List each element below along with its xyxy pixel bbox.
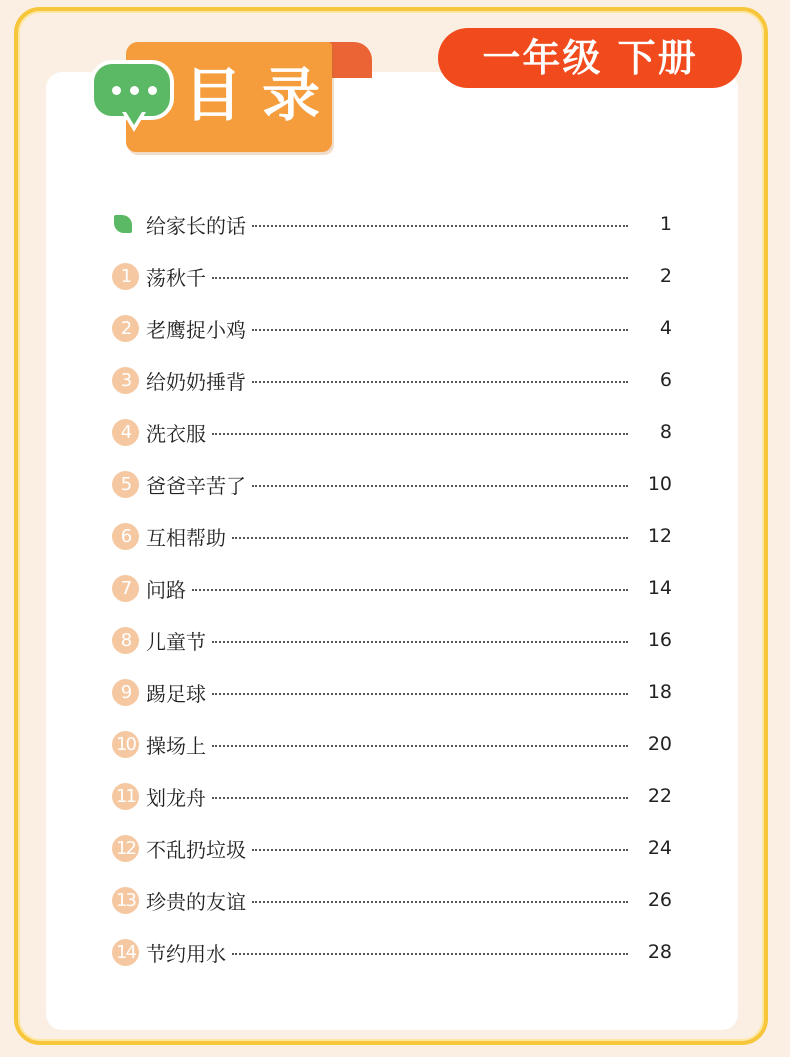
toc-entry[interactable]: [112, 354, 672, 406]
lesson-number: 5: [112, 471, 139, 498]
toc-entry-page: 8: [659, 421, 672, 443]
toc-entry[interactable]: [112, 666, 672, 718]
toc-entry-page: 2: [659, 265, 672, 287]
toc-entry-title: 荡秋千: [146, 265, 206, 290]
toc-entry[interactable]: [112, 614, 672, 666]
toc-entry[interactable]: [112, 926, 672, 978]
lesson-number: 11: [112, 783, 139, 810]
lesson-number: 1: [112, 263, 139, 290]
toc-entry-page: 20: [647, 733, 672, 755]
dot-leader: [252, 485, 628, 487]
toc-entry-page: 10: [647, 473, 672, 495]
toc-entry-title: 互相帮助: [146, 525, 226, 550]
leaf-icon: [114, 215, 132, 233]
dot-leader: [252, 901, 628, 903]
dot-leader: [212, 277, 628, 279]
lesson-number: 12: [112, 835, 139, 862]
page-title: 目录: [184, 61, 341, 129]
dot-leader: [252, 225, 628, 227]
toc-entry[interactable]: [112, 250, 672, 302]
toc-entry[interactable]: [112, 822, 672, 874]
toc-entry-title: 珍贵的友谊: [146, 889, 246, 914]
lesson-number: 7: [112, 575, 139, 602]
toc-entry-page: 22: [647, 785, 672, 807]
toc-entry[interactable]: [112, 302, 672, 354]
lesson-number: 10: [112, 731, 139, 758]
lesson-number: 8: [112, 627, 139, 654]
toc-entry-title: 划龙舟: [146, 785, 206, 810]
toc-entry-page: 16: [647, 629, 672, 651]
lesson-number: 9: [112, 679, 139, 706]
dot-leader: [212, 693, 628, 695]
toc-entry[interactable]: [112, 562, 672, 614]
dot-leader: [192, 589, 628, 591]
toc-entry-page: 24: [647, 837, 672, 859]
dot-leader: [212, 797, 628, 799]
toc-entry-title: 问路: [146, 577, 186, 602]
dot-leader: [252, 381, 628, 383]
toc-entry[interactable]: [112, 406, 672, 458]
toc-entry[interactable]: [112, 198, 672, 250]
lesson-number: 2: [112, 315, 139, 342]
toc-entry[interactable]: [112, 510, 672, 562]
toc-entry-title: 不乱扔垃圾: [146, 837, 246, 862]
dot-leader: [232, 537, 628, 539]
toc-entry-title: 踢足球: [146, 681, 206, 706]
toc-entry-page: 26: [647, 889, 672, 911]
toc-entry-page: 6: [659, 369, 672, 391]
toc-entry[interactable]: [112, 874, 672, 926]
speech-bubble-icon: [90, 60, 174, 120]
dot-leader: [212, 433, 628, 435]
toc-entry-title: 爸爸辛苦了: [146, 473, 246, 498]
toc-entry-title: 老鹰捉小鸡: [146, 317, 246, 342]
bubble-dots: [112, 86, 157, 95]
toc-entry-page: 14: [647, 577, 672, 599]
toc-entry-title: 给奶奶捶背: [146, 369, 246, 394]
toc-entry-page: 4: [659, 317, 672, 339]
lesson-number: 14: [112, 939, 139, 966]
toc-entry[interactable]: [112, 718, 672, 770]
toc-entry[interactable]: [112, 458, 672, 510]
toc-entry-page: 28: [647, 941, 672, 963]
speech-bubble-tail-fill: [126, 112, 142, 125]
toc-entry-title: 给家长的话: [146, 213, 246, 238]
table-of-contents: [112, 198, 672, 978]
lesson-number: 4: [112, 419, 139, 446]
lesson-number: 13: [112, 887, 139, 914]
toc-entry[interactable]: [112, 770, 672, 822]
toc-entry-title: 操场上: [146, 733, 206, 758]
dot-leader: [212, 745, 628, 747]
dot-leader: [232, 953, 628, 955]
toc-entry-page: 18: [647, 681, 672, 703]
dot-leader: [252, 849, 628, 851]
toc-entry-title: 洗衣服: [146, 421, 206, 446]
toc-entry-title: 节约用水: [146, 941, 226, 966]
toc-entry-title: 儿童节: [146, 629, 206, 654]
dot-leader: [212, 641, 628, 643]
dot-leader: [252, 329, 628, 331]
lesson-number: 3: [112, 367, 139, 394]
toc-entry-page: 12: [647, 525, 672, 547]
toc-entry-page: 1: [659, 213, 672, 235]
lesson-number: 6: [112, 523, 139, 550]
grade-badge: 一年级 下册: [438, 28, 742, 88]
